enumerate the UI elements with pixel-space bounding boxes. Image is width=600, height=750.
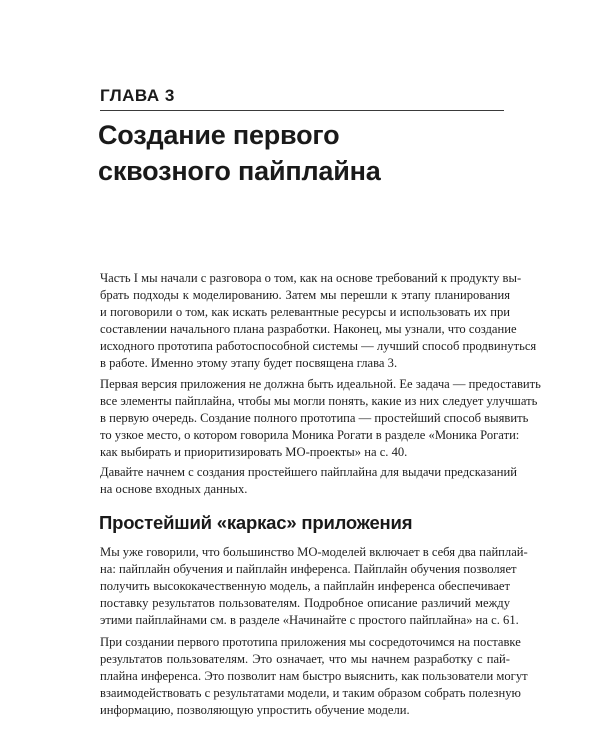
text-line: получить высококачественную модель, а пайплайн инференса обеспечивает (100, 579, 510, 593)
text-line: в работе. Именно этому этапу будет посвящена глава 3. (100, 356, 398, 370)
section-paragraph-1 (100, 544, 528, 629)
intro-paragraph-3 (100, 464, 517, 498)
chapter-title-line: Создание первого (98, 120, 340, 150)
text-line: и поговорили о том, как искать релевантные ресурсы и использовать их при (100, 305, 510, 319)
text-line: Часть I мы начали с разговора о том, как на основе требований к продукту вы- (100, 271, 522, 285)
text-line: брать подходы к моделированию. Затем мы перешли к этапу планирования (100, 288, 510, 302)
text-line: При создании первого прототипа приложения мы сосредоточимся на поставке (100, 635, 521, 649)
intro-paragraph-2 (100, 376, 541, 461)
text-line: составлении начального плана разработки. Наконец, мы узнали, что создание (100, 322, 517, 336)
text-line: Первая версия приложения не должна быть идеальной. Ее задача — предоставить (100, 377, 541, 391)
text-line: в первую очередь. Создание полного прототипа — простейший способ выявить (100, 411, 529, 425)
text-line: на: пайплайн обучения и пайплайн инференса. Пайплайн обучения позволяет (100, 562, 517, 576)
text-line: все элементы пайплайна, чтобы мы могли понять, какие из них следует улучшать (100, 394, 538, 408)
chapter-label: ГЛАВА 3 (100, 86, 175, 105)
text-line: Давайте начнем с создания простейшего пайплайна для выдачи предсказаний (100, 465, 517, 479)
text-line: результатов пользователям. Это означает, что мы начнем разработку с пай- (100, 652, 510, 666)
text-line: как выбирать и приоритизировать МО-проекты» на с. 40. (100, 445, 408, 459)
text-line: плайна инференса. Это позволит нам быстро выяснить, как пользователи могут (100, 669, 528, 683)
text-line: на основе входных данных. (100, 482, 248, 496)
intro-paragraph-1 (100, 270, 537, 372)
chapter-title (98, 117, 518, 189)
text-line: взаимодействовать с результатами модели, и таким образом собрать полезную (100, 686, 521, 700)
text-line: информацию, позволяющую упростить обучение модели. (100, 703, 410, 717)
chapter-title-line: сквозного пайплайна (98, 156, 381, 186)
chapter-divider (100, 110, 504, 111)
text-line: Мы уже говорили, что большинство МО-моделей включает в себя два пайплай- (100, 545, 528, 559)
text-line: поставку результатов пользователям. Подробное описание различий между (100, 596, 510, 610)
section-heading: Простейший «каркас» приложения (99, 512, 413, 533)
text-line: то узкое место, о котором говорила Моника Рогати в разделе «Моника Рогати: (100, 428, 520, 442)
text-line: исходного прототипа работоспособной системы — лучший способ продвинуться (100, 339, 537, 353)
section-paragraph-2 (100, 634, 528, 719)
text-line: этими пайплайнами см. в разделе «Начинайте с простого пайплайна» на с. 61. (100, 613, 519, 627)
